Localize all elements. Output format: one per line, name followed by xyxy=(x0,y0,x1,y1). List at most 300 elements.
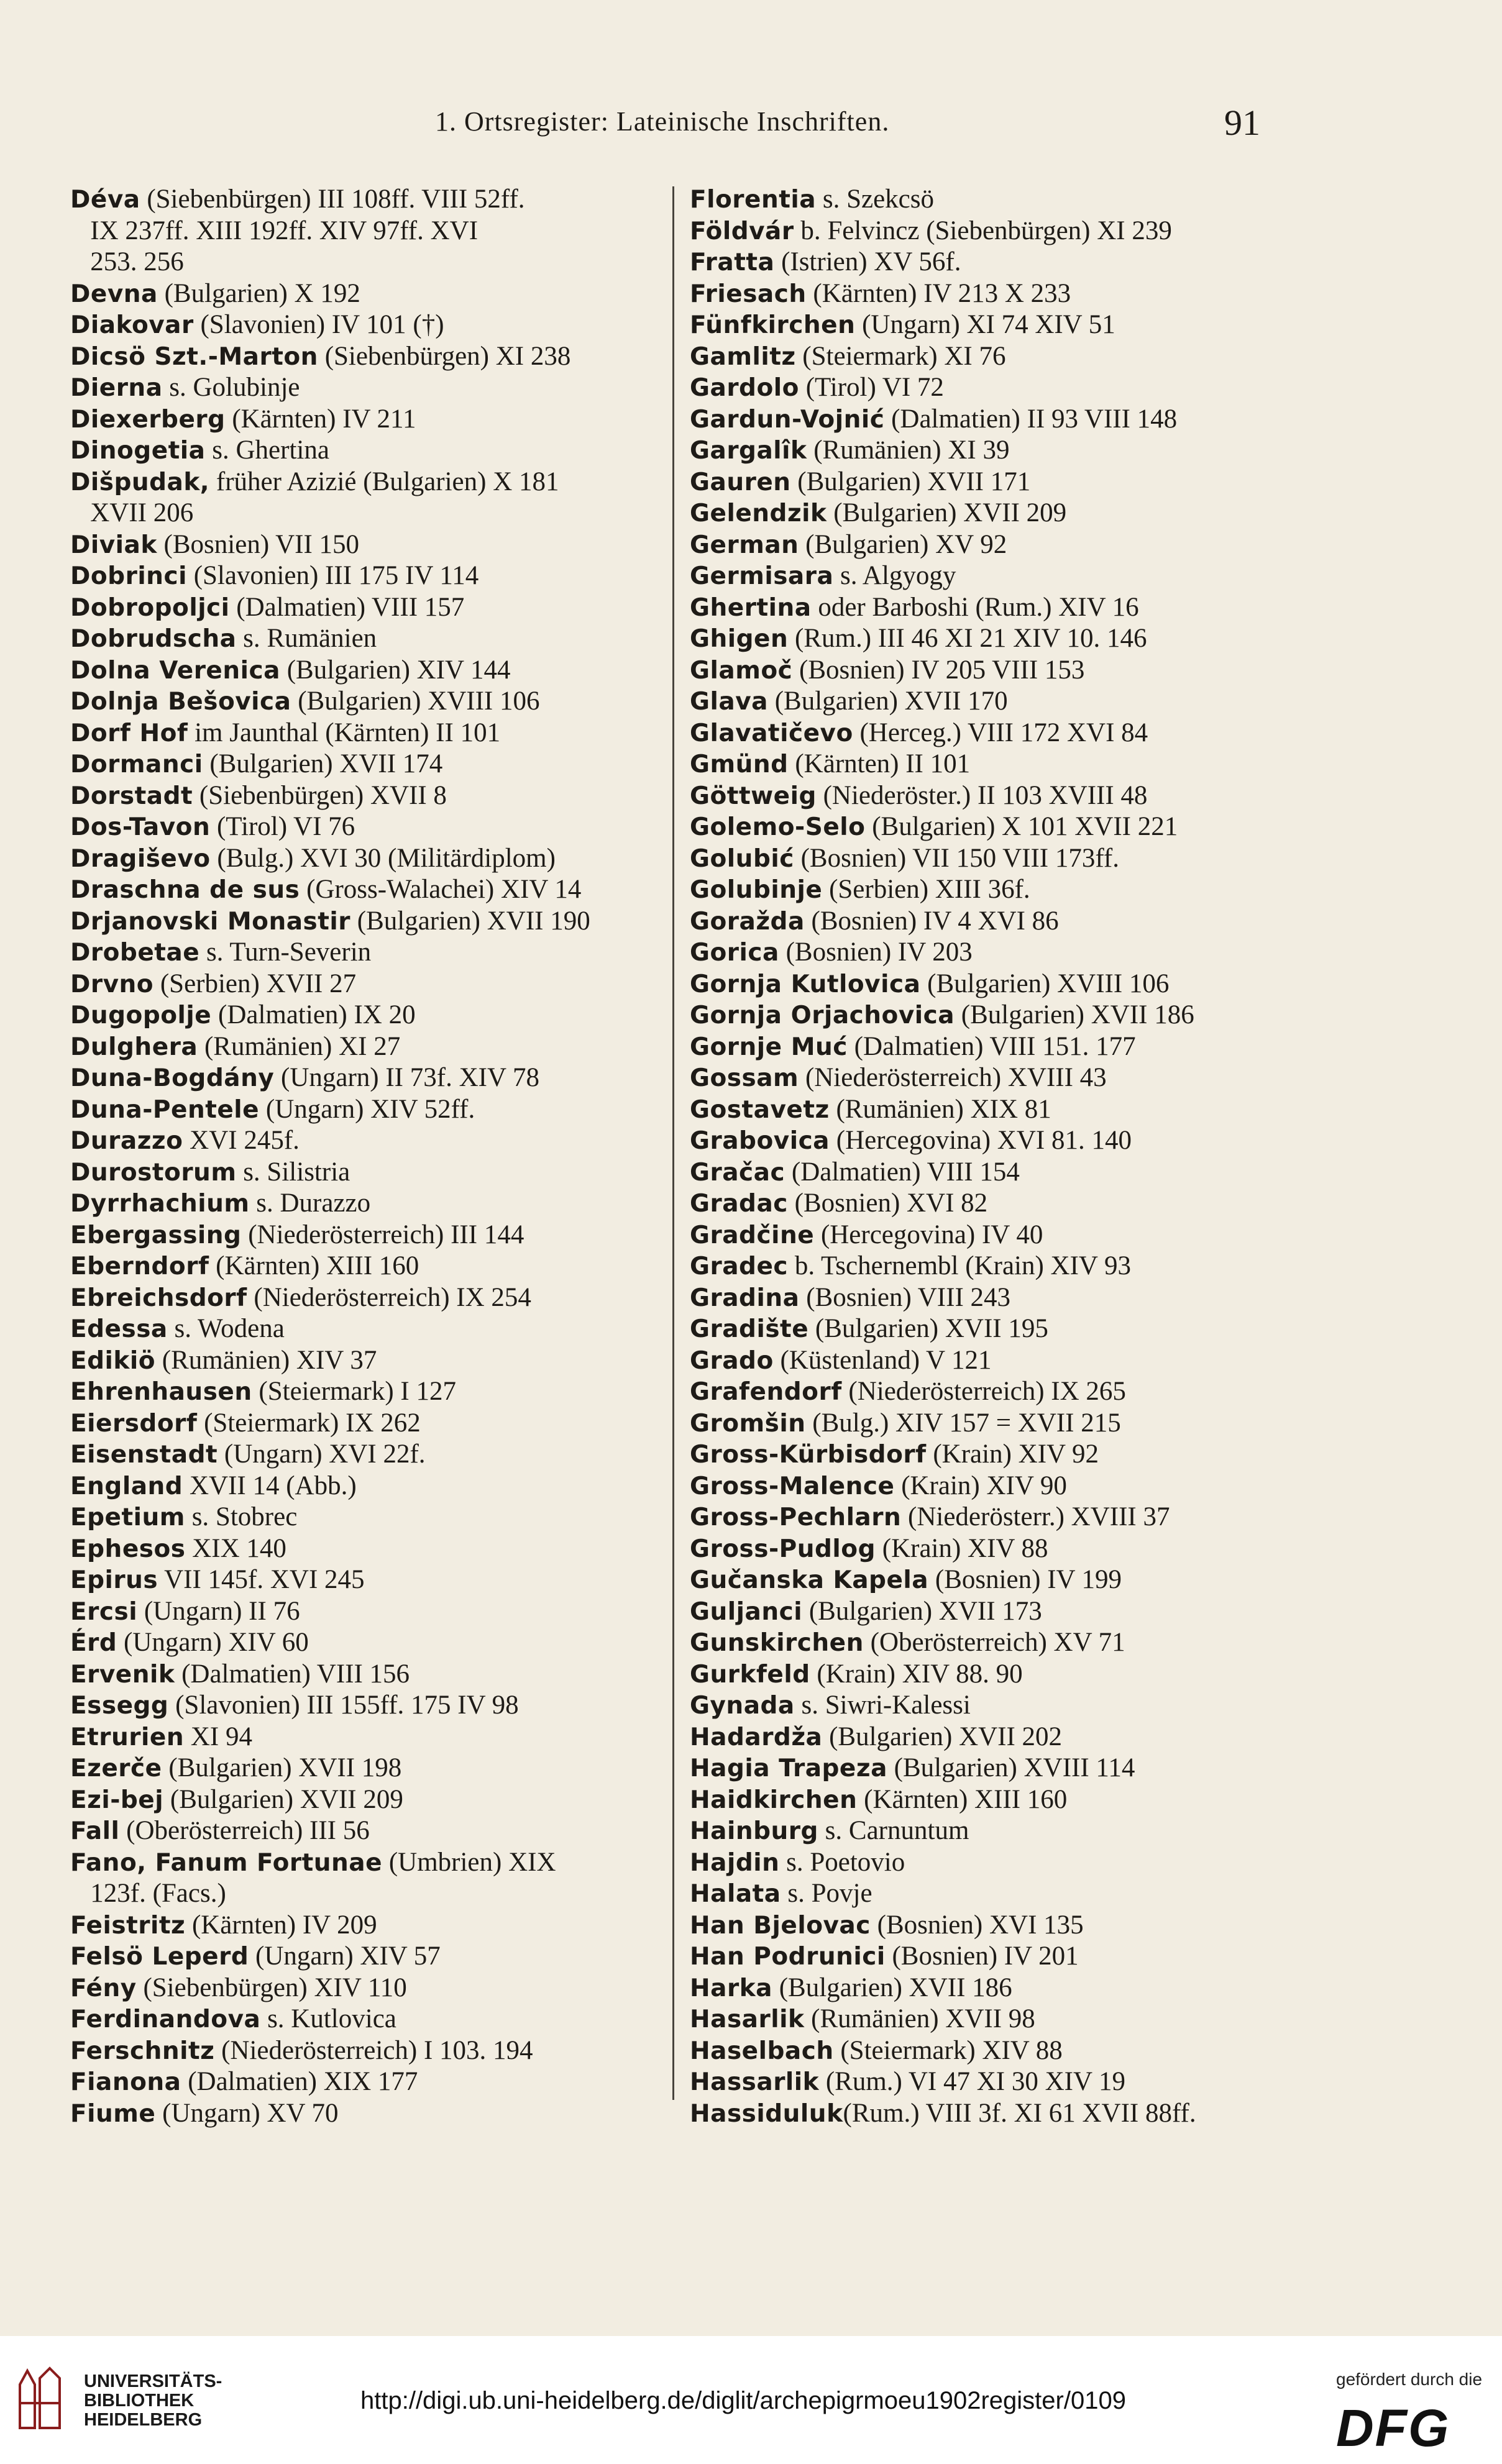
entry-references: (Dalmatien) IX 20 xyxy=(211,1000,416,1029)
library-name-line: BIBLIOTHEK xyxy=(84,2391,195,2411)
index-entry xyxy=(70,1784,667,1816)
entry-references: XVI 245f. xyxy=(183,1126,300,1155)
index-entry xyxy=(690,1627,1286,1659)
entry-references: (Bulgarien) XVIII 106 xyxy=(291,687,540,716)
index-entry xyxy=(690,843,1286,875)
entry-headword: Gornja Kutlovica xyxy=(690,970,921,998)
index-entry xyxy=(690,1188,1286,1220)
entry-references: (Niederöster.) II 103 XVIII 48 xyxy=(816,780,1148,810)
entry-references: (Kärnten) IV 211 xyxy=(225,404,416,434)
entry-references: XVII 14 (Abb.) xyxy=(183,1471,357,1500)
entry-references: s. Stobrec xyxy=(185,1502,298,1531)
entry-references: (Bulgarien) XVII 171 xyxy=(790,467,1031,496)
entry-headword: Ervenik xyxy=(70,1660,175,1689)
entry-headword: Ebreichsdorf xyxy=(70,1284,247,1312)
index-entry xyxy=(70,906,667,938)
entry-headword: Gamlitz xyxy=(690,342,796,371)
index-entry xyxy=(70,1471,667,1502)
entry-headword: Dierna xyxy=(70,374,163,402)
entry-references: (Bulgarien) XV 92 xyxy=(799,529,1007,559)
index-entry xyxy=(70,1564,667,1596)
entry-headword: Dišpudak, xyxy=(70,468,210,496)
running-header xyxy=(0,103,1502,149)
entry-headword: Drvno xyxy=(70,970,154,998)
entry-references: s. Golubinje xyxy=(162,373,300,402)
entry-references: 123f. (Facs.) xyxy=(70,1879,226,1908)
index-entry xyxy=(70,1062,667,1094)
index-entry xyxy=(70,780,667,812)
entry-references: s. Kutlovica xyxy=(260,2004,396,2033)
index-entry xyxy=(70,1910,667,1942)
index-entry xyxy=(70,1815,667,1847)
entry-references: VII 145f. XVI 245 xyxy=(158,1565,365,1594)
entry-references: (Rumänien) XI 39 xyxy=(807,436,1010,465)
entry-references: s. Wodena xyxy=(167,1314,285,1343)
entry-headword: Draschna de sus xyxy=(70,876,300,904)
index-entry xyxy=(70,1973,667,2004)
index-entry xyxy=(690,278,1286,310)
index-entry xyxy=(70,341,667,373)
entry-headword: Dobrinci xyxy=(70,562,187,590)
entry-references: s. Silistria xyxy=(236,1157,350,1187)
entry-headword: Glamoč xyxy=(690,656,793,685)
entry-references: XVII 206 xyxy=(70,498,194,527)
index-entry xyxy=(690,247,1286,278)
entry-references: im Jaunthal (Kärnten) II 101 xyxy=(188,718,501,747)
index-entry xyxy=(690,1784,1286,1816)
entry-references: (Krain) XIV 88. 90 xyxy=(810,1659,1023,1689)
index-entry xyxy=(70,1376,667,1408)
entry-headword: Glavatičevo xyxy=(690,719,853,747)
entry-headword: Grafendorf xyxy=(690,1378,842,1406)
entry-references: (Oberösterreich) XV 71 xyxy=(863,1628,1125,1657)
entry-references: (Ungarn) XI 74 XIV 51 xyxy=(855,310,1115,339)
entry-references: (Slavonien) III 175 IV 114 xyxy=(186,561,479,590)
entry-references: XIX 140 xyxy=(185,1533,286,1563)
index-entry xyxy=(690,1376,1286,1408)
index-entry xyxy=(690,341,1286,373)
entry-references: (Bulgarien) XVII 209 xyxy=(163,1784,403,1814)
entry-references: (Küstenland) V 121 xyxy=(773,1345,992,1375)
entry-headword: Ebergassing xyxy=(70,1221,242,1249)
entry-references: (Dalmatien) II 93 VIII 148 xyxy=(884,404,1178,434)
index-entry xyxy=(70,467,667,498)
entry-headword: Goražda xyxy=(690,907,805,936)
entry-headword: Grado xyxy=(690,1346,774,1375)
index-entry xyxy=(70,435,667,467)
entry-headword: Gunskirchen xyxy=(690,1629,864,1657)
entry-references: (Hercegovina) IV 40 xyxy=(814,1220,1043,1249)
entry-references: (Bulgarien) XVII 173 xyxy=(802,1596,1042,1626)
column-divider xyxy=(672,186,674,2100)
entry-references: (Ungarn) XIV 60 xyxy=(117,1628,309,1657)
index-entry xyxy=(70,1408,667,1440)
library-name-line: HEIDELBERG xyxy=(84,2410,203,2430)
entry-headword: Fiume xyxy=(70,2099,156,2128)
index-entry xyxy=(70,1533,667,1565)
entry-references: (Kärnten) XIII 160 xyxy=(857,1784,1068,1814)
index-entry xyxy=(70,1094,667,1126)
entry-headword: Fano, Fanum Fortunae xyxy=(70,1848,383,1877)
index-entry xyxy=(690,686,1286,718)
entry-headword: Gross-Pechlarn xyxy=(690,1503,902,1531)
entry-references: (Serbien) XVII 27 xyxy=(153,969,357,998)
entry-headword: Dos-Tavon xyxy=(70,813,211,841)
index-entry xyxy=(690,216,1286,247)
entry-headword: Guljanci xyxy=(690,1597,803,1626)
index-entry xyxy=(690,937,1286,969)
entry-references: (Tirol) VI 72 xyxy=(799,373,944,402)
entry-references: (Bosnien) XVI 135 xyxy=(870,1910,1084,1940)
entry-references: (Bosnien) IV 4 XVI 86 xyxy=(804,906,1059,936)
entry-headword: Gargalîk xyxy=(690,437,807,465)
index-entry xyxy=(690,1973,1286,2004)
entry-headword: Diexerberg xyxy=(70,405,226,434)
index-entry xyxy=(690,1659,1286,1691)
entry-headword: Ferdinandova xyxy=(70,2005,261,2033)
entry-headword: Haselbach xyxy=(690,2037,834,2065)
entry-headword: Feistritz xyxy=(70,1911,186,1940)
index-entry xyxy=(690,749,1286,780)
entry-references: (Bulg.) XVI 30 (Militärdiplom) xyxy=(210,843,556,873)
entry-references: (Rum.) VI 47 XI 30 XIV 19 xyxy=(819,2067,1125,2096)
entry-headword: Fünfkirchen xyxy=(690,311,856,339)
entry-headword: Hasarlik xyxy=(690,2005,805,2033)
entry-references: s. Rumänien xyxy=(236,624,377,653)
index-entry xyxy=(70,969,667,1000)
index-entry xyxy=(70,278,667,310)
index-entry xyxy=(690,1502,1286,1533)
entry-headword: Ephesos xyxy=(70,1535,186,1563)
index-entry xyxy=(70,874,667,906)
index-entry xyxy=(70,2098,667,2130)
entry-headword: Haidkirchen xyxy=(690,1786,858,1814)
entry-headword: Glava xyxy=(690,688,768,716)
entry-headword: Ghertina xyxy=(690,593,812,622)
entry-references: (Krain) XIV 88 xyxy=(876,1533,1048,1563)
entry-headword: Hadardža xyxy=(690,1723,823,1751)
index-entry xyxy=(70,1659,667,1691)
entry-headword: Gradina xyxy=(690,1284,800,1312)
entry-references: (Slavonien) III 155ff. 175 IV 98 xyxy=(168,1691,519,1720)
entry-references: (Bosnien) IV 205 VIII 153 xyxy=(792,655,1085,685)
entry-headword: Dulghera xyxy=(70,1033,198,1061)
index-entry xyxy=(70,623,667,655)
entry-references: (Bulgarien) XVIII 106 xyxy=(920,969,1170,998)
index-entry xyxy=(70,1031,667,1063)
entry-headword: Ezi-bej xyxy=(70,1786,164,1814)
index-entry xyxy=(70,686,667,718)
entry-headword: Földvár xyxy=(690,217,794,245)
index-entry xyxy=(70,718,667,749)
index-entry xyxy=(70,1502,667,1533)
index-entry xyxy=(690,623,1286,655)
entry-references: (Rum.) III 46 XI 21 XIV 10. 146 xyxy=(788,624,1147,653)
page-number: 91 xyxy=(1224,103,1260,143)
entry-headword: Florentia xyxy=(690,186,817,214)
dfg-logo: DFG xyxy=(1336,2399,1450,2457)
entry-references: (Umbrien) XIX xyxy=(382,1847,556,1877)
entry-headword: Epirus xyxy=(70,1566,158,1594)
index-entry xyxy=(690,1910,1286,1942)
index-entry xyxy=(690,184,1286,216)
entry-headword: Dorf Hof xyxy=(70,719,188,747)
entry-references: b. Tschernembl (Krain) XIV 93 xyxy=(788,1251,1131,1280)
index-entry xyxy=(690,1722,1286,1753)
index-entry xyxy=(70,1188,667,1220)
entry-headword: Duna-Pentele xyxy=(70,1095,260,1124)
entry-headword: Eberndorf xyxy=(70,1253,209,1280)
entry-references: (Dalmatien) VIII 151. 177 xyxy=(847,1031,1136,1061)
index-entry xyxy=(70,592,667,624)
index-entry xyxy=(690,1000,1286,1031)
entry-headword: Gornje Muć xyxy=(690,1033,848,1061)
index-entry xyxy=(690,2098,1286,2130)
index-entry xyxy=(70,1157,667,1189)
index-entry xyxy=(70,1313,667,1345)
entry-headword: German xyxy=(690,531,799,559)
entry-references: (Kärnten) XIII 160 xyxy=(209,1251,419,1280)
index-entry xyxy=(690,1564,1286,1596)
entry-headword: Dobropoljci xyxy=(70,593,230,622)
entry-headword: Gračac xyxy=(690,1158,785,1187)
entry-references: (Bulgarien) XVII 195 xyxy=(808,1314,1048,1343)
entry-headword: Ehrenhausen xyxy=(70,1378,252,1406)
index-entry xyxy=(70,1878,667,1910)
entry-headword: Gradac xyxy=(690,1190,788,1218)
library-seal-icon xyxy=(15,2366,65,2434)
index-entry xyxy=(70,1847,667,1879)
entry-references: s. Algyogy xyxy=(833,561,956,590)
entry-headword: Diakovar xyxy=(70,311,194,339)
entry-references: s. Poetovio xyxy=(779,1847,905,1877)
index-entry xyxy=(70,1753,667,1784)
entry-headword: Golubinje xyxy=(690,876,823,904)
entry-references: (Kärnten) IV 209 xyxy=(185,1910,377,1940)
index-entry xyxy=(70,749,667,780)
index-entry xyxy=(690,560,1286,592)
entry-headword: Friesach xyxy=(690,280,807,308)
entry-references: (Steiermark) XI 76 xyxy=(795,341,1006,371)
entry-headword: Dugopolje xyxy=(70,1002,212,1029)
entry-references: (Rumänien) XI 27 xyxy=(198,1031,401,1061)
entry-headword: Érd xyxy=(70,1629,117,1657)
entry-headword: Hassarlik xyxy=(690,2068,820,2096)
entry-references: (Bulgarien) XVII 209 xyxy=(827,498,1067,527)
entry-references: (Steiermark) I 127 xyxy=(252,1377,456,1406)
index-entry xyxy=(70,655,667,687)
entry-headword: Dolna Verenica xyxy=(70,656,280,685)
entry-references: (Ungarn) XV 70 xyxy=(155,2098,339,2128)
index-entry xyxy=(70,1627,667,1659)
entry-headword: Gross-Pudlog xyxy=(690,1535,876,1563)
entry-references: (Dalmatien) VIII 154 xyxy=(785,1157,1020,1187)
entry-references: (Bulgarien) XVII 186 xyxy=(955,1000,1194,1029)
entry-references: (Bulgarien) XVII 170 xyxy=(767,687,1008,716)
entry-references: (Bosnien) VIII 243 xyxy=(799,1282,1011,1312)
index-entry xyxy=(70,216,667,247)
index-entry xyxy=(70,1251,667,1282)
index-entry xyxy=(690,372,1286,404)
entry-headword: Edessa xyxy=(70,1315,168,1343)
entry-headword: Gostavetz xyxy=(690,1095,830,1124)
index-entry xyxy=(690,811,1286,843)
entry-headword: Göttweig xyxy=(690,782,817,810)
entry-headword: Hajdin xyxy=(690,1848,780,1877)
entry-references: s. Turn-Severin xyxy=(199,938,372,967)
entry-headword: Han Podrunici xyxy=(690,1943,886,1971)
entry-references: (Bosnien) IV 199 xyxy=(928,1565,1122,1594)
entry-references: (Niederösterreich) XVIII 43 xyxy=(799,1063,1107,1092)
entry-references: s. Ghertina xyxy=(205,436,329,465)
entry-headword: Hagia Trapeza xyxy=(690,1754,887,1782)
index-entry xyxy=(70,1941,667,1973)
index-entry xyxy=(70,843,667,875)
entry-headword: Dyrrhachium xyxy=(70,1190,250,1218)
entry-references: s. Carnuntum xyxy=(818,1816,969,1845)
entry-references: (Ungarn) II 73f. XIV 78 xyxy=(274,1063,539,1092)
digitization-footer xyxy=(0,2336,1502,2464)
index-entry xyxy=(690,309,1286,341)
index-entry xyxy=(70,1345,667,1377)
entry-references: (Bosnien) IV 201 xyxy=(885,1942,1079,1971)
entry-headword: Ercsi xyxy=(70,1597,138,1626)
entry-references: (Dalmatien) XIX 177 xyxy=(181,2067,418,2096)
index-entry xyxy=(70,404,667,436)
index-entry xyxy=(690,1157,1286,1189)
index-entry xyxy=(70,184,667,216)
entry-references: (Niederösterreich) III 144 xyxy=(241,1220,524,1249)
permalink-url[interactable]: http://digi.ub.uni-heidelberg.de/diglit/archepigrmoeu1902register/0109 xyxy=(360,2387,1126,2414)
entry-references: (Steiermark) IX 262 xyxy=(197,1408,421,1438)
entry-headword: Fratta xyxy=(690,249,775,276)
entry-references: (Bulgarien) XVII 198 xyxy=(162,1753,402,1782)
entry-headword: Gynada xyxy=(690,1692,795,1720)
index-entry xyxy=(690,1345,1286,1377)
entry-references: (Istrien) XV 56f. xyxy=(774,247,961,276)
index-entry xyxy=(690,1690,1286,1722)
entry-headword: Golubić xyxy=(690,844,794,873)
entry-headword: Fény xyxy=(70,1974,137,2002)
index-entry xyxy=(70,372,667,404)
entry-headword: Durazzo xyxy=(70,1127,183,1155)
index-entry xyxy=(690,718,1286,749)
index-column-right xyxy=(690,184,1286,2129)
library-name-line: UNIVERSITÄTS- xyxy=(84,2371,222,2391)
entry-references: (Bosnien) VII 150 xyxy=(157,529,360,559)
index-entry xyxy=(690,780,1286,812)
index-entry xyxy=(690,1753,1286,1784)
index-entry xyxy=(690,404,1286,436)
entry-headword: Ghigen xyxy=(690,625,789,653)
entry-references: (Bosnien) XVI 82 xyxy=(787,1189,988,1218)
page-title: 1. Ortsregister: Lateinische Inschriften. xyxy=(435,106,890,137)
index-entry xyxy=(70,498,667,529)
index-entry xyxy=(690,1941,1286,1973)
index-entry xyxy=(690,435,1286,467)
index-entry xyxy=(70,1282,667,1314)
entry-references: (Bulgarien) X 101 XVII 221 xyxy=(865,812,1178,841)
entry-references: (Siebenbürgen) XI 238 xyxy=(318,341,571,371)
entry-headword: Drjanovski Monastir xyxy=(70,907,351,936)
entry-headword: England xyxy=(70,1472,183,1500)
entry-headword: Gučanska Kapela xyxy=(690,1566,929,1594)
entry-headword: Gromšin xyxy=(690,1409,806,1438)
entry-references: (Gross-Walachei) XIV 14 xyxy=(300,875,582,904)
entry-headword: Gradište xyxy=(690,1315,809,1343)
entry-references: (Niederösterreich) IX 265 xyxy=(841,1377,1126,1406)
entry-headword: Gornja Orjachovica xyxy=(690,1002,955,1029)
entry-references: (Kärnten) II 101 xyxy=(788,749,971,778)
index-entry xyxy=(690,592,1286,624)
index-entry xyxy=(690,1125,1286,1157)
index-entry xyxy=(690,2035,1286,2067)
index-entry xyxy=(70,247,667,278)
entry-headword: Gurkfeld xyxy=(690,1660,810,1689)
index-entry xyxy=(70,2035,667,2067)
index-entry xyxy=(690,529,1286,561)
index-entry xyxy=(70,1690,667,1722)
entry-references: (Dalmatien) VIII 156 xyxy=(175,1659,410,1689)
entry-references: (Rum.) VIII 3f. XI 61 XVII 88ff. xyxy=(843,2098,1196,2128)
entry-headword: Gmünd xyxy=(690,751,789,778)
entry-headword: Dorstadt xyxy=(70,782,193,810)
entry-headword: Dormanci xyxy=(70,751,203,778)
index-entry xyxy=(70,811,667,843)
entry-references: XI 94 xyxy=(184,1722,252,1751)
entry-references: (Oberösterreich) III 56 xyxy=(119,1816,370,1845)
entry-headword: Harka xyxy=(690,1974,772,2002)
entry-headword: Han Bjelovac xyxy=(690,1911,871,1940)
entry-references: oder Barboshi (Rum.) XIV 16 xyxy=(811,592,1139,622)
entry-headword: Epetium xyxy=(70,1503,185,1531)
entry-references: (Tirol) VI 76 xyxy=(210,812,355,841)
entry-headword: Gelendzik xyxy=(690,500,827,527)
index-entry xyxy=(70,937,667,969)
entry-references: (Bulgarien) XVIII 114 xyxy=(887,1753,1135,1782)
index-entry xyxy=(70,1220,667,1251)
index-entry xyxy=(690,467,1286,498)
index-entry xyxy=(690,1313,1286,1345)
entry-headword: Drobetae xyxy=(70,939,200,967)
entry-references: b. Felvincz (Siebenbürgen) XI 239 xyxy=(794,216,1172,245)
entry-headword: Hassiduluk xyxy=(690,2099,843,2128)
index-entry xyxy=(70,1000,667,1031)
entry-references: (Bulgarien) XIV 144 xyxy=(280,655,511,685)
entry-references: (Niederösterr.) XVIII 37 xyxy=(901,1502,1170,1531)
entry-references: (Dalmatien) VIII 157 xyxy=(229,592,465,622)
entry-headword: Dinogetia xyxy=(70,437,206,465)
entry-references: (Rumänien) XIX 81 xyxy=(829,1094,1051,1124)
entry-references: (Bulgarien) XVII 174 xyxy=(203,749,443,778)
index-entry xyxy=(70,2004,667,2035)
entry-references: (Ungarn) XIV 52ff. xyxy=(259,1094,475,1124)
index-entry xyxy=(70,309,667,341)
index-entry xyxy=(690,2004,1286,2035)
entry-headword: Dobrudscha xyxy=(70,625,237,653)
entry-references: (Rumänien) XVII 98 xyxy=(804,2004,1035,2033)
index-entry xyxy=(690,906,1286,938)
entry-headword: Gauren xyxy=(690,468,791,496)
index-entry xyxy=(690,1031,1286,1063)
entry-headword: Ezerče xyxy=(70,1754,162,1782)
entry-headword: Gardolo xyxy=(690,374,799,402)
entry-references: s. Povje xyxy=(781,1879,872,1908)
index-entry xyxy=(690,1062,1286,1094)
entry-references: (Slavonien) IV 101 (†) xyxy=(193,310,444,339)
entry-headword: Gross-Malence xyxy=(690,1472,895,1500)
entry-references: (Rumänien) XIV 37 xyxy=(155,1345,377,1375)
